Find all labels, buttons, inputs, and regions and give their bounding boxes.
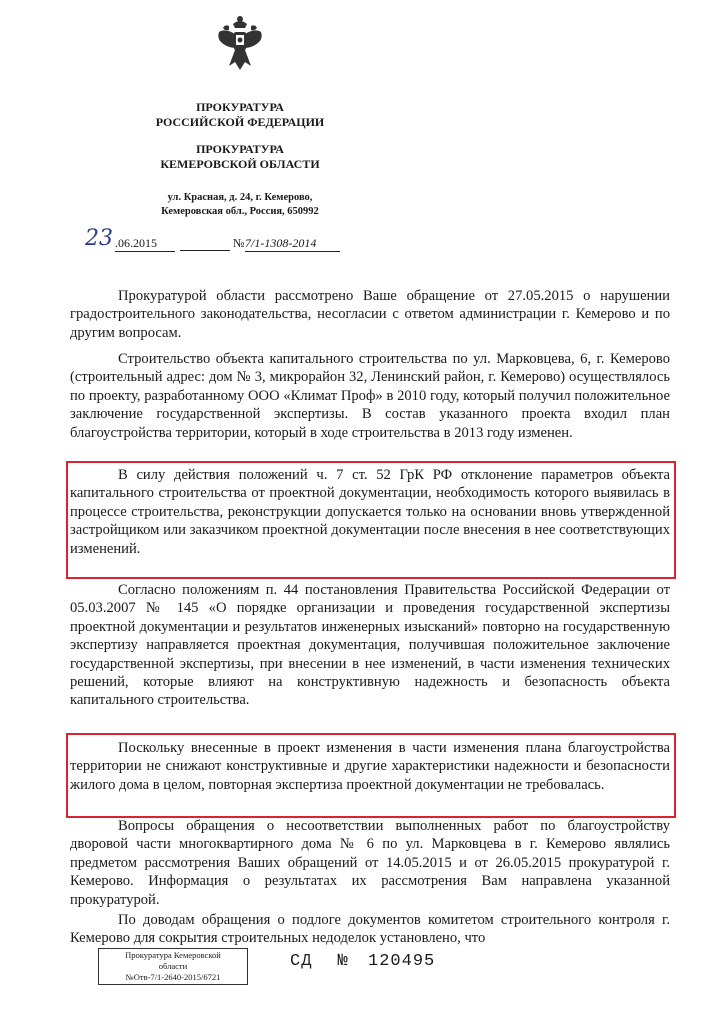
address-line2: Кемеровская обл., Россия, 650992: [161, 206, 319, 217]
stamp-line2: области: [158, 961, 188, 971]
date-underline: [180, 250, 230, 251]
org1-line1: ПРОКУРАТУРА: [196, 100, 284, 114]
org-address: [100, 191, 380, 219]
double-headed-eagle-emblem: [215, 14, 265, 74]
org1-line2: РОССИЙСКОЙ ФЕДЕРАЦИИ: [155, 115, 325, 129]
registration-value: 120495: [368, 952, 436, 971]
stamp-line3: №Отв-7/1-2640-2015/6721: [125, 972, 221, 982]
number-sign: №: [233, 236, 245, 250]
paragraph-2: Строительство объекта капитального строительства по ул. Марковцева, 6, г. Кемерово (строительный адрес: дом № 3, микрорайон 32, Ленинский район, г. Кемерово) осуществлялось по проекту, разработанному ООО «Климат Проф» в 2010 году, который получил положительное заключение государственной экспертизы. В состав указанного проекта входил план благоустройства территории, который в ходе строительства в 2013 году изменен.: [70, 351, 670, 441]
paragraph-1: Прокуратурой области рассмотрено Ваше обращение от 27.05.2015 о нарушении градостроительного законодательства, несогласии с ответом администрации г. Кемерово и по другим вопросам.: [70, 288, 670, 341]
document-date: .06.2015: [115, 236, 175, 252]
registration-sign: №: [337, 952, 349, 971]
registration-prefix: СД: [290, 952, 313, 971]
org2-line2: КЕМЕРОВСКОЙ ОБЛАСТИ: [160, 157, 320, 171]
document-number: 7/1-1308-2014: [245, 236, 340, 252]
paragraph-3: В силу действия положений ч. 7 ст. 52 ГрК РФ отклонение параметров объекта капитального строительства от проектной документации, необходимость которого выявилась в процессе строительства, реконструкции допускается только на основании вновь утвержденной застройщиком или заказчиком проектной документации после внесения в нее соответствующих изменений.: [70, 467, 670, 557]
org-header-regional: [100, 142, 380, 172]
stamp-line1: Прокуратура Кемеровской: [125, 950, 221, 960]
document-reference: [85, 226, 345, 254]
paragraph-6: Вопросы обращения о несоответствии выполненных работ по благоустройству дворовой части многоквартирного дома № 6 по ул. Марковцева в г. Кемерово являлись предметом рассмотрения Ваших обращений от 14.05.2015 и от 26.05.2015 прокуратурой г. Кемерово. Информация о результатах их рассмотрения Вам направлена указанной прокуратурой.: [70, 818, 670, 908]
paragraph-4: Согласно положениям п. 44 постановления Правительства Российской Федерации от 05.03.2007 № 145 «О порядке организации и проведения государственной экспертизы проектной документации и результатов инженерных изысканий» повторно на государственную экспертизу направляется проектная документация, получившая положительное заключение государственной экспертизы, при внесении в нее изменений, в части изменения технических решений, которые влияют на конструктивную надежность и безопасность объекта капитального строительства.: [70, 582, 670, 709]
handwritten-day: 23: [85, 226, 113, 251]
address-line1: ул. Красная, д. 24, г. Кемерово,: [167, 192, 313, 203]
registration-stamp: [98, 948, 248, 985]
org2-line1: ПРОКУРАТУРА: [196, 142, 284, 156]
paragraph-7: По доводам обращения о подлоге документов комитетом строительного контроля г. Кемерово для сокрытия строительных недоделок установлено, что: [70, 912, 670, 947]
org-header-federal: [100, 100, 380, 130]
paragraph-5: Поскольку внесенные в проект изменения в части изменения плана благоустройства территории не снижают конструктивные и другие характеристики надежности и безопасности жилого дома в целом, повторная экспертиза проектной документации не требовалась.: [70, 740, 670, 793]
registration-number: [290, 952, 435, 971]
